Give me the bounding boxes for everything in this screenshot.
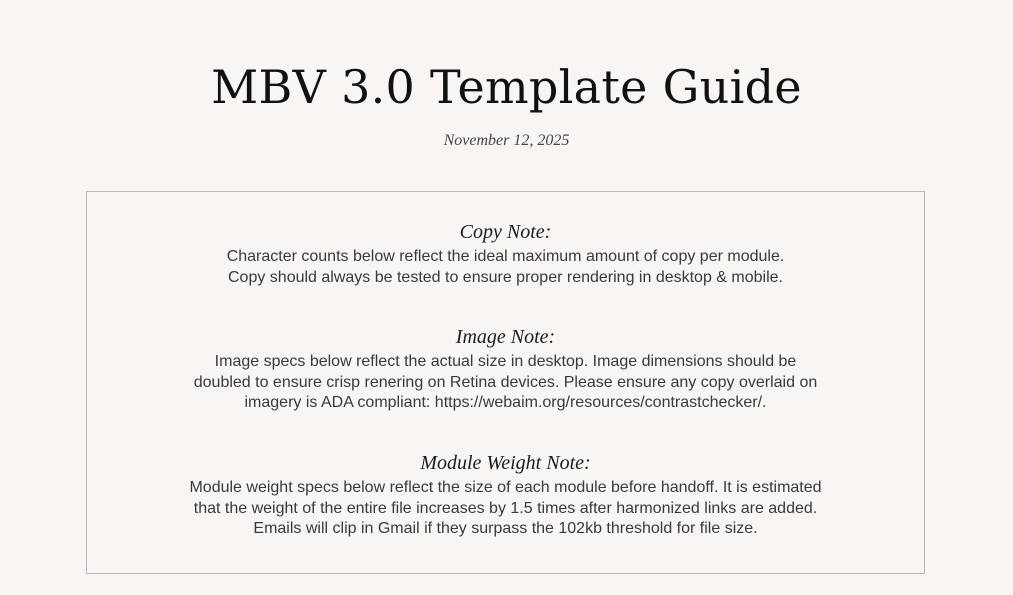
copy-note — [87, 219, 924, 288]
image-note-line-1: Image specs below reflect the actual size in desktop. Image dimensions should be — [214, 353, 797, 370]
image-note-line-2: doubled to ensure crisp renering on Retina devices. Please ensure any copy overlaid on — [193, 373, 818, 391]
copy-note-line-1: Character counts below reflect the ideal maximum amount of copy per module. — [226, 248, 785, 265]
module-weight-note-line-1: Module weight specs below reflect the size of each module before handoff. It is estimated — [189, 479, 822, 496]
image-note-line-3: imagery is ADA compliant: https://webaim.org/resources/contrastchecker/. — [244, 394, 767, 411]
copy-note-body — [87, 247, 924, 288]
module-weight-note-line-2: that the weight of the entire file increases by 1.5 times after harmonized links are added. — [193, 499, 818, 517]
copy-note-heading: Copy Note: — [459, 221, 552, 243]
module-weight-note — [87, 450, 924, 540]
module-weight-note-heading: Module Weight Note: — [420, 452, 591, 474]
module-weight-note-body — [87, 478, 924, 540]
copy-note-line-2: Copy should always be tested to ensure proper rendering in desktop & mobile. — [228, 268, 783, 286]
image-note-body — [87, 352, 924, 414]
notes-box — [86, 191, 925, 574]
image-note-heading: Image Note: — [455, 326, 556, 348]
page-date: November 12, 2025 — [443, 132, 570, 149]
page-title: MBV 3.0 Template Guide — [211, 60, 802, 114]
image-note — [87, 324, 924, 414]
module-weight-note-line-3: Emails will clip in Gmail if they surpass the 102kb threshold for file size. — [253, 520, 758, 537]
